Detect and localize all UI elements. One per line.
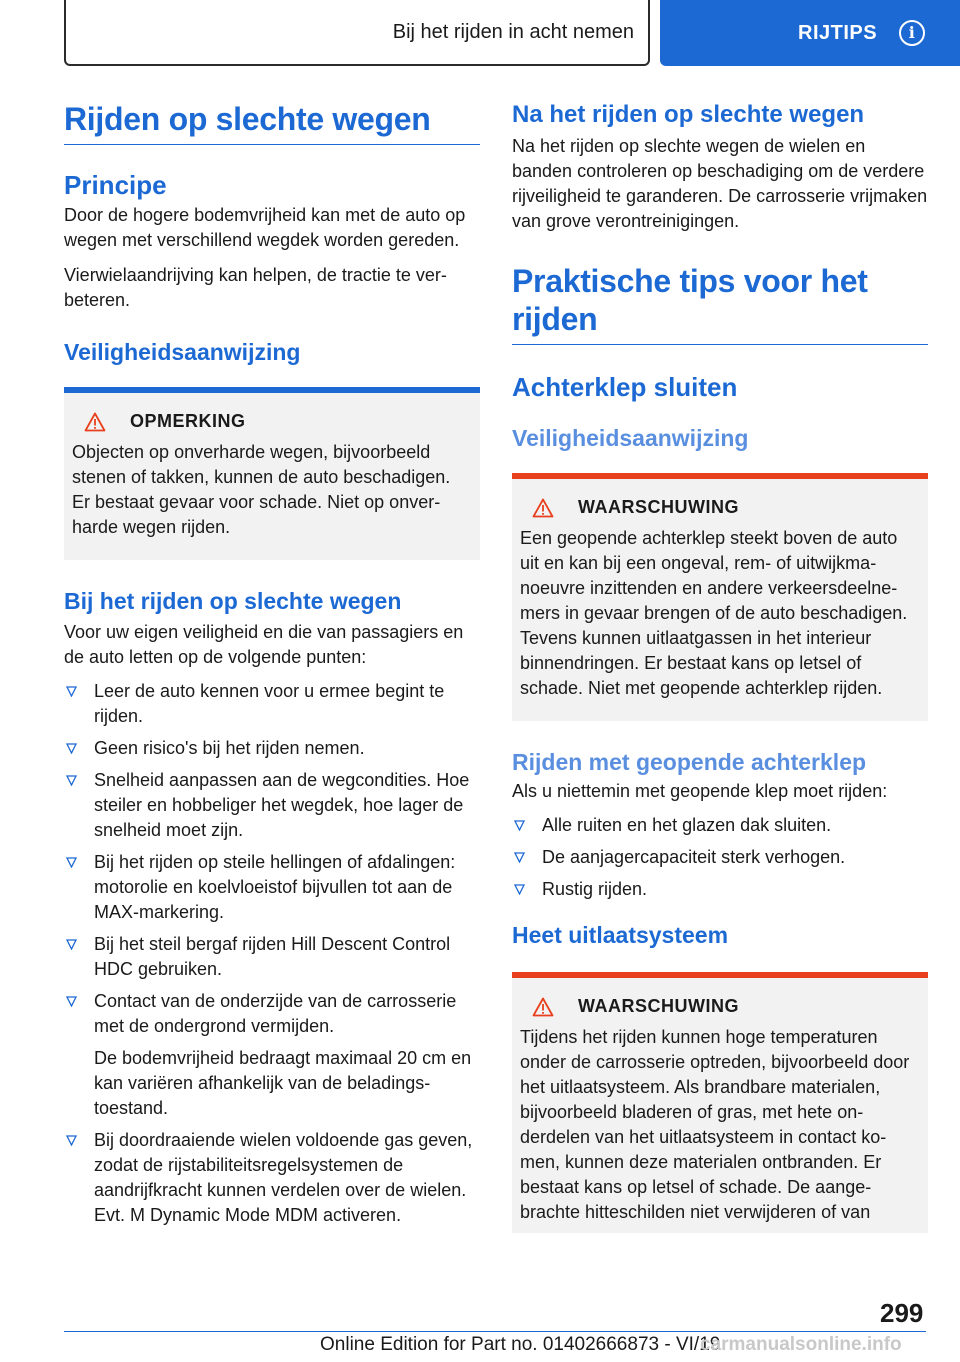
bullet-triangle-icon [514,852,525,863]
bullet-triangle-icon [66,857,77,868]
warning-triangle-icon [532,997,554,1017]
header-section-tab [64,0,650,66]
bullet-triangle-icon [66,1135,77,1146]
footer-edition: Online Edition for Part no. 01402666873 - VI/19 [320,1334,721,1355]
driving-intro: Voor uw eigen veiligheid en die van passagiers en de auto letten op de volgende punten: [64,622,464,667]
bullet-triangle-icon [66,996,77,1007]
list-item-subparagraph: De bodemvrijheid bedraagt maximaal 20 cm en kan variëren afhankelijk van de beladingstoestand. [94,1048,472,1118]
bullet-triangle-icon [514,820,525,831]
rough-roads-title: Rijden op slechte wegen [64,100,480,145]
list-item: Leer de auto kennen voor u ermee begint te rijden. [64,679,480,729]
left-column [64,100,480,1235]
driving-heading: Bij het rijden op slechte wegen [64,588,402,614]
bullet-triangle-icon [66,743,77,754]
principle-heading: Principe [64,170,167,200]
tailgate-heading: Achterklep sluiten [512,372,738,402]
warning-title [532,996,920,1017]
driving-bullet-list [64,679,480,1228]
exhaust-heading: Heet uitlaatsysteem [512,922,729,948]
warning-triangle-icon [532,498,554,518]
bullet-triangle-icon [514,884,525,895]
header-chapter-tab [660,0,960,66]
bullet-triangle-icon [66,939,77,950]
list-item: Bij het rijden op steile hellingen of afdalingen: motorolie en koelvloeistof bijvullen tot aan de MAX-markering. [64,850,480,925]
after-heading: Na het rijden op slechte wegen [512,101,865,128]
warning-title [532,497,920,518]
list-item: Bij doordraaiende wielen voldoende gas geven, zodat de rijstabiliteitsregelsystemen de aandrijfkracht kunnen verdelen over de wielen. Evt. M Dynamic Mode MDM activeren. [64,1128,480,1228]
notice-title [84,411,472,432]
warning-label: WAARSCHUWING [578,497,739,517]
footer-watermark: carmanualsonline.info [700,1334,902,1355]
warning-box-tailgate [512,473,928,721]
list-item: Rustig rijden. [512,877,928,902]
safety-heading: Veiligheidsaanwijzing [64,339,301,365]
list-item: Geen risico's bij het rijden nemen. [64,736,480,761]
page-number: 299 [880,1298,924,1328]
tips-title: Praktische tips voor het rijden [512,262,928,345]
list-item: Snelheid aanpassen aan de wegcondities. Hoe steiler en hobbeliger het wegdek, hoe lager de snelheid moet zijn. [64,768,480,843]
info-icon: i [899,20,925,46]
principle-paragraph-1: Door de hogere bodemvrijheid kan met de auto op wegen met verschillend wegdek worden gereden. [64,205,466,250]
list-item: De aanjagercapaciteit sterk verhogen. [512,845,928,870]
header-chapter-title: RIJTIPS [798,21,878,44]
warning-text: Tijdens het rijden kunnen hoge temperaturen onder de carrosserie optreden, bijvoorbeeld door het uitlaatsysteem. Als brandbare materialen, bijvoorbeeld bladeren of gras, met hete onderdelen van het uitlaatsysteem in contact komen, kunnen deze materialen ontbranden. Er bestaat kans op letsel of schade. De aangebrachte hitteschilden niet verwijderen of van [520,1027,910,1222]
notice-box [64,387,480,560]
open-tailgate-heading: Rijden met geopende achterklep [512,749,867,775]
principle-paragraph-2: Vierwielaandrijving kan helpen, de tractie te verbeteren. [64,265,447,310]
warning-label: WAARSCHUWING [578,996,739,1016]
notice-label: OPMERKING [130,411,246,431]
warning-box-exhaust [512,972,928,1233]
open-tailgate-bullet-list [512,813,928,902]
warning-text: Een geopende achterklep steekt boven de auto uit en kan bij een ongeval, rem- of uitwijkmanoeuvre inzittenden en andere verkeersdeelnemers in gevaar brengen of de auto beschadigen. Tevens kunnen uitlaatgassen in het interieur binnendringen. Er bestaat kans op letsel of schade. Niet met geopende achterklep rijden. [520,528,908,698]
list-item: Contact van de onderzijde van de carrosserie met de ondergrond vermijden. De bodemvrijheid bedraagt maximaal 20 cm en kan variëren afhankelijk van de beladingstoestand. [64,989,480,1121]
open-tailgate-intro: Als u niettemin met geopende klep moet rijden: [512,781,888,801]
footer-divider [64,1331,926,1332]
list-item: Bij het steil bergaf rijden Hill Descent Control HDC gebruiken. [64,932,480,982]
after-text: Na het rijden op slechte wegen de wielen en banden controleren op beschadiging om de verdere rijveiligheid te garanderen. De carrosserie vrijmaken van grove verontreinigingen. [512,136,928,231]
tailgate-safety-heading: Veiligheidsaanwijzing [512,425,749,451]
list-item: Alle ruiten en het glazen dak sluiten. [512,813,928,838]
warning-triangle-icon [84,412,106,432]
bullet-triangle-icon [66,775,77,786]
header-section-title: Bij het rijden in acht nemen [392,20,634,43]
bullet-triangle-icon [66,686,77,697]
right-column [512,100,928,1233]
notice-text: Objecten op onverharde wegen, bijvoorbeeld stenen of takken, kunnen de auto beschadigen. Er bestaat gevaar voor schade. Niet op onverharde wegen rijden. [72,442,451,537]
